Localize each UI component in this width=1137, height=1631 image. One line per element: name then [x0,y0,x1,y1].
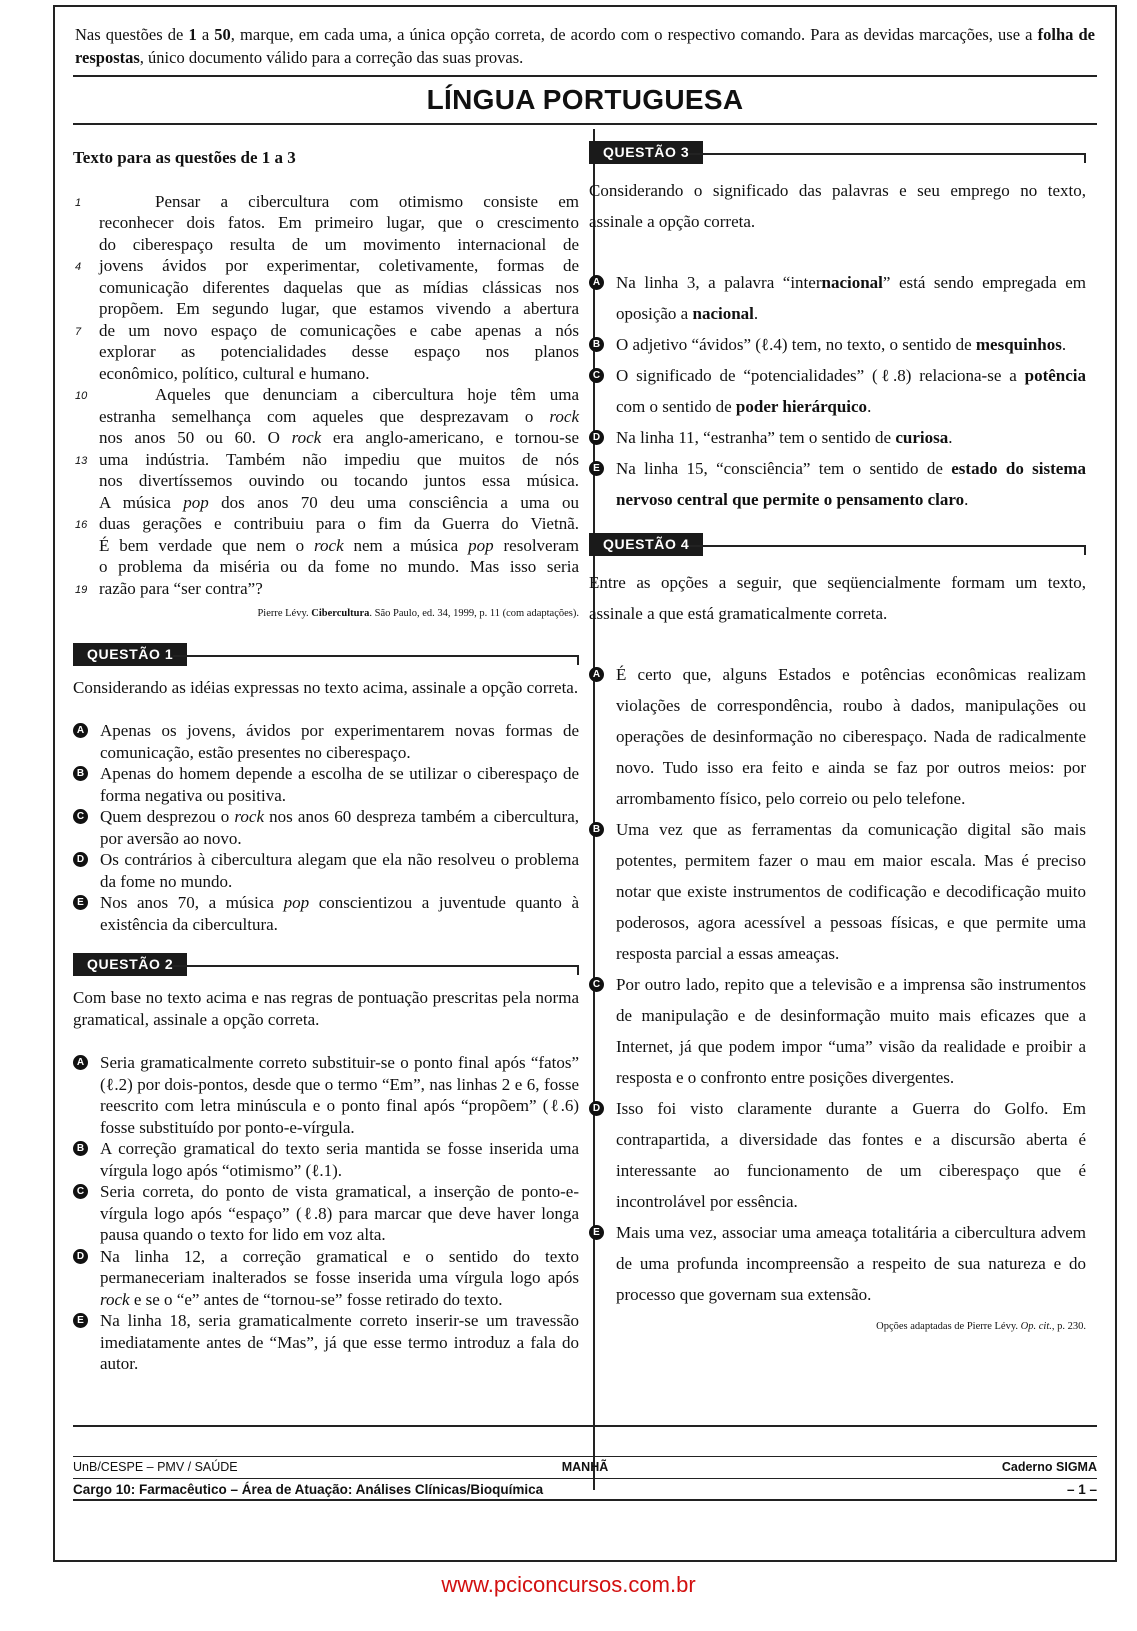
answer-option-e [589,453,1086,515]
question-4-header [589,533,1086,555]
option-text: Na linha 12, a correção gramatical e o sentido do texto permaneceriam inalterados se fosse inserida uma vírgula logo após rock e se o “e” antes de “tornou-se” fosse retirado do texto. [100,1246,579,1309]
passage-line [73,492,579,514]
passage-source: Pierre Lévy. Cibercultura. São Paulo, ed. 34, 1999, p. 11 (com adaptações). [257,608,579,619]
answer-option-b [73,763,579,806]
line-text: É bem verdade que nem o rock nem a música pop resolveram [99,535,580,555]
passage-line [73,578,579,600]
line-text: duas gerações e contribuiu para o fim da Guerra do Vietnã. [99,514,579,533]
divider [73,75,1097,77]
line-text: explorar as potencialidades desse espaço nos planos [99,342,579,361]
answer-option-e [73,1310,579,1375]
option-text: Mais uma vez, associar uma ameaça totalitária a cibercultura advem de uma profunda incompreensão a respeito de sua natureza e do processo que governam sua extensão. [616,1223,1086,1304]
line-number: 10 [75,390,88,402]
question-4-options [589,659,1086,1310]
option-letter-icon: E [589,461,604,476]
option-text: É certo que, alguns Estados e potências econômicas realizam violações de correspondência, roubo à dados, manipulações ou operações de desinformação no ciberespaço. Nada de radicalmente novo. Tudo isso era feito e ainda se faz por outros meios: por arrombamento físico, pelo correio ou pelo telefone. [616,665,1086,808]
question-4-stem: Entre as opções a seguir, que seqüencialmente formam um texto, assinale a que está gramaticalmente correta. [589,573,1086,623]
answer-option-d [589,422,1086,453]
answer-option-c [73,806,579,849]
passage-heading: Texto para as questões de 1 a 3 [73,148,296,167]
option-letter-icon: C [73,1184,88,1199]
option-letter-icon: C [589,368,604,383]
footer-position: Cargo 10: Farmacêutico – Área de Atuação: Análises Clínicas/Bioquímica [73,1482,544,1497]
option-letter-icon: E [73,895,88,910]
passage-line [73,212,579,234]
option-text: Na linha 18, seria gramaticalmente correto inserir-se um travessão imediatamente antes de “Mas”, já que esse termo introduz a fala do autor. [100,1311,579,1373]
option-letter-icon: D [589,430,604,445]
option-letter-icon: A [589,275,604,290]
passage-line [73,535,579,557]
passage-line [73,470,579,492]
question-label: QUESTÃO 1 [73,643,187,666]
option-text: O adjetivo “ávidos” (ℓ.4) tem, no texto, o sentido de mesquinhos. [616,335,1067,354]
question-1-stem: Considerando as idéias expressas no texto acima, assinale a opção correta. [73,677,579,697]
option-text: Quem desprezou o rock nos anos 60 despreza também a cibercultura, por aversão ao novo. [100,807,580,848]
line-text: razão para “ser contra”? [99,578,263,598]
option-text: Na linha 15, “consciência” tem o sentido de estado do sistema nervoso central que permite o pensamento claro. [616,459,1086,509]
option-letter-icon: A [589,667,604,682]
line-text: jovens ávidos por experimentar, coletivamente, formas de [99,256,579,275]
option-text: Apenas os jovens, ávidos por experimentarem novas formas de comunicação, estão presentes no ciberespaço. [100,721,579,762]
footer-shift: MANHÃ [561,1460,609,1474]
passage-line [73,234,579,256]
line-text: econômico, político, cultural e humano. [99,363,370,383]
option-letter-icon: D [73,1249,88,1264]
divider [73,1499,1097,1501]
passage-line [73,277,579,299]
option-letter-icon: A [73,723,88,738]
passage-line [73,191,579,213]
line-text: estranha semelhança com aqueles que desprezavam o rock [99,406,579,426]
option-letter-icon: C [73,809,88,824]
option-text: Uma vez que as ferramentas da comunicação digital são mais potentes, permitem fazer o mau em maior escala. Mas é preciso notar que existe instrumentos de codificação e decodificação muito poderosos, agora acessível a pessoas físicas, e que permite uma resposta parcial a essas ameaças. [616,820,1086,963]
line-text: nos anos 50 ou 60. O rock era anglo-americano, e tornou-se [99,428,579,447]
option-text: Nos anos 70, a música pop conscientizou a juventude quanto à existência da cibercultura. [100,893,579,934]
passage-line [73,513,579,535]
option-letter-icon: A [73,1055,88,1070]
answer-option-a [73,720,579,763]
footer-booklet: Caderno SIGMA [1001,1460,1097,1474]
footer-row-2 [73,1482,1097,1497]
question-label: QUESTÃO 2 [73,953,187,976]
section-title: LÍNGUA PORTUGUESA [426,84,744,115]
answer-option-a [589,267,1086,329]
option-text: Os contrários à cibercultura alegam que ela não resolveu o problema da fome no mundo. [100,850,579,891]
answer-option-b [589,329,1086,360]
question-2-options [73,1052,579,1375]
question-3-header [589,141,1086,163]
answer-option-b [589,814,1086,969]
passage-line [73,406,579,428]
instructions: Nas questões de 1 a 50, marque, em cada uma, a única opção correta, de acordo com o respectivo comando. Para as devidas marcações, use a folha de respostas, único documento válido para a correção das suas provas. [75,25,1095,67]
answer-option-c [73,1181,579,1246]
passage-line [73,449,579,471]
passage-line [73,320,579,342]
question-label: QUESTÃO 3 [589,141,703,164]
question-1-header [73,643,579,665]
answer-option-e [589,1217,1086,1310]
option-text: Seria gramaticalmente correto substituir-se o ponto final após “fatos” (ℓ.2) por dois-pontos, desde que o termo “Em”, nas linhas 2 e 6, fosse reescrito com letra minúscula e o ponto final após “propõem” (ℓ.6) fosse substituído por ponto-e-vírgula. [100,1053,579,1137]
line-text: reconhecer dois fatos. Em primeiro lugar, que o crescimento [99,213,579,232]
answer-option-d [73,849,579,892]
option-letter-icon: E [589,1225,604,1240]
line-number: 1 [75,196,82,209]
option-letter-icon: B [589,822,604,837]
divider [73,1478,1097,1479]
option-text: Por outro lado, repito que a televisão e a imprensa são instrumentos de manipulação e de desinformação muito mais eficazes que a Internet, já que podem impor “uma” visão da realidade e proibir a resposta e o confronto entre posições divergentes. [616,975,1086,1087]
passage-line [73,363,579,385]
divider [73,1425,1097,1427]
option-letter-icon: D [73,852,88,867]
website-link[interactable]: www.pciconcursos.com.br [441,1572,696,1597]
question-2-header [73,953,579,975]
option-text: Seria correta, do ponto de vista gramatical, a inserção de ponto-e-vírgula logo após “espaço” (ℓ.8) para marcar que deve haver longa pausa quando o texto for lido em voz alta. [100,1182,579,1244]
option-text: A correção gramatical do texto seria mantida se fosse inserida uma vírgula logo após “otimismo” (ℓ.1). [100,1139,579,1180]
passage-line [73,255,579,277]
page-number: – 1 – [1066,1482,1097,1497]
line-text: do ciberespaço resulta de um movimento internacional de [99,234,579,254]
line-text: propõem. Em segundo lugar, que estamos vivendo a abertura [99,299,579,318]
passage-line [73,427,579,449]
option-letter-icon: C [589,977,604,992]
line-text: comunicação diferentes daquelas que as mídias clássicas nos [99,277,579,297]
divider [73,1456,1097,1457]
passage-line [73,556,579,578]
passage-line [73,341,579,363]
options-source: Opções adaptadas de Pierre Lévy. Op. cit., p. 230. [876,1321,1086,1332]
exam-page [53,5,1117,1562]
question-label: QUESTÃO 4 [589,533,703,556]
footer-exam: UnB/CESPE – PMV / SAÚDE [73,1460,238,1474]
answer-option-a [73,1052,579,1138]
option-text: O significado de “potencialidades” (ℓ.8) relaciona-se a potência com o sentido de poder hierárquico. [616,366,1086,416]
option-text: Apenas do homem depende a escolha de se utilizar o ciberespaço de forma negativa ou positiva. [100,764,579,805]
line-number: 7 [75,325,82,338]
line-text: nos divertíssemos ouvindo ou tocando juntos essa música. [99,471,579,490]
answer-option-c [589,969,1086,1093]
line-text: uma indústria. Também não impediu que muitos de nós [99,449,579,469]
passage-line [73,298,579,320]
answer-option-c [589,360,1086,422]
passage [73,191,579,600]
divider [73,123,1097,125]
line-number: 19 [75,583,88,596]
line-text: Pensar a cibercultura com otimismo consiste em [155,191,579,211]
answer-option-d [589,1093,1086,1217]
left-column [73,141,579,1375]
line-number: 13 [75,454,88,467]
question-3-stem: Considerando o significado das palavras e seu emprego no texto, assinale a opção correta. [589,181,1086,231]
line-text: A música pop dos anos 70 deu uma consciência a uma ou [99,492,579,512]
option-letter-icon: B [73,766,88,781]
passage-line [73,384,579,406]
line-text: Aqueles que denunciam a cibercultura hoje têm uma [155,385,579,404]
right-column [589,141,1086,1338]
option-letter-icon: E [73,1313,88,1328]
line-text: o problema da miséria ou da fome no mundo. Mas isso seria [99,557,579,576]
line-number: 4 [75,261,82,273]
question-2-stem: Com base no texto acima e nas regras de pontuação prescritas pela norma gramatical, assinale a opção correta. [73,988,579,1029]
line-text: de um novo espaço de comunicações e cabe apenas a nós [99,320,579,340]
option-letter-icon: B [589,337,604,352]
line-number: 16 [75,519,88,531]
option-text: Na linha 11, “estranha” tem o sentido de curiosa. [616,428,953,447]
answer-option-b [73,1138,579,1181]
option-text: Na linha 3, a palavra “internacional” está sendo empregada em oposição a nacional. [616,273,1086,323]
option-text: Isso foi visto claramente durante a Guerra do Golfo. Em contrapartida, a diversidade das fontes e a discursão aberta é interessante ao funcionamento de um ciberespaço que é incontrolável por essência. [616,1099,1086,1211]
footer-row-1 [73,1460,1097,1474]
question-1-options [73,720,579,935]
answer-option-e [73,892,579,935]
answer-option-d [73,1246,579,1311]
question-3-options [589,267,1086,515]
option-letter-icon: B [73,1141,88,1156]
answer-option-a [589,659,1086,814]
option-letter-icon: D [589,1101,604,1116]
